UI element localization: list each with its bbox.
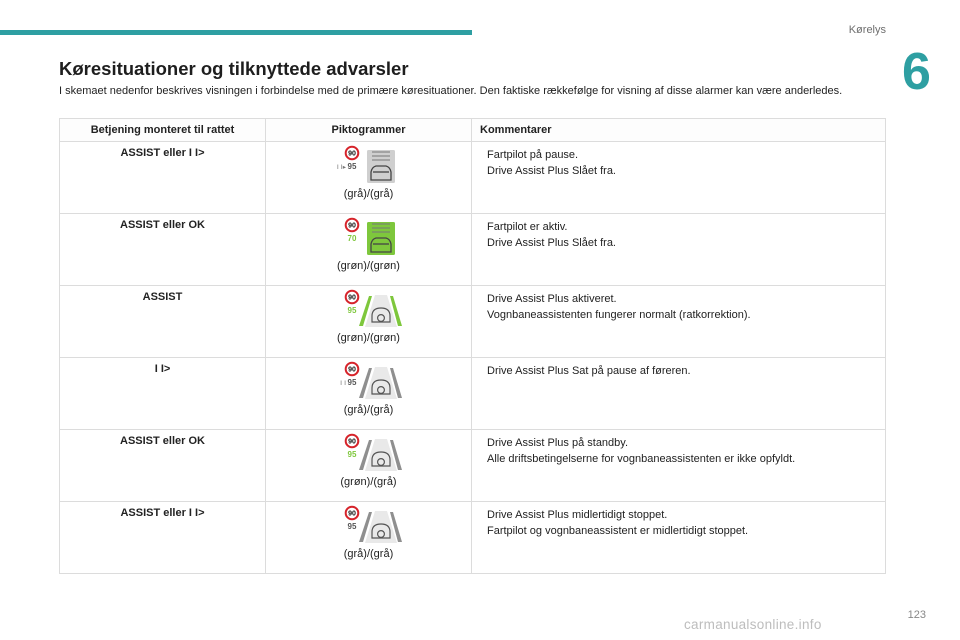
table-row xyxy=(60,142,886,214)
operation-cell: ASSIST eller OK xyxy=(60,430,266,502)
chapter-number: 6 xyxy=(902,43,931,101)
comment-cell xyxy=(472,142,886,214)
page-title: Køresituationer og tilknyttede advarsler xyxy=(59,58,409,79)
pictogram-color-label: (grå)/(grå) xyxy=(343,548,394,560)
section-title: Kørelys xyxy=(848,24,886,36)
comment-line: Vognbaneassistenten fungerer normalt (ratkorrektion). xyxy=(487,309,751,321)
pictogram-color-label: (grå)/(grå) xyxy=(343,188,394,200)
comment-line: Drive Assist Plus Slået fra. xyxy=(487,165,616,177)
pictogram-cell xyxy=(266,502,472,574)
limit-value: 90 xyxy=(347,294,356,302)
limit-value: 90 xyxy=(347,222,356,230)
comment-line: Drive Assist Plus aktiveret. xyxy=(487,293,617,305)
comment-line: Drive Assist Plus midlertidigt stoppet. xyxy=(487,509,668,521)
table-row xyxy=(60,286,886,358)
page-number: 123 xyxy=(907,609,926,621)
comment-cell xyxy=(472,214,886,286)
lane-assist-icon xyxy=(335,289,403,329)
pictogram-cell xyxy=(266,358,472,430)
lane-assist-icon xyxy=(335,505,403,545)
lane-assist-icon xyxy=(335,433,403,473)
speed-value: 95 xyxy=(347,162,356,171)
comment-line: Drive Assist Plus Sat på pause af føreren. xyxy=(487,365,691,377)
comment-line: Alle driftsbetingelserne for vognbaneassistenten er ikke opfyldt. xyxy=(487,453,796,465)
limit-value: 90 xyxy=(347,510,356,518)
status-glyph: I I xyxy=(339,379,346,387)
table-row xyxy=(60,358,886,430)
comment-line: Fartpilot er aktiv. xyxy=(487,221,568,233)
pictogram-color-label: (grøn)/(grå) xyxy=(340,476,397,488)
header-operation: Betjening monteret til rattet xyxy=(60,119,266,142)
limit-value: 90 xyxy=(347,438,356,446)
pictogram-cell xyxy=(266,430,472,502)
watermark: carmanualsonline.info xyxy=(684,617,822,632)
lane-assist-icon xyxy=(335,361,403,401)
operation-cell: I I> xyxy=(60,358,266,430)
header-pictograms: Piktogrammer xyxy=(266,119,472,142)
comment-line: Fartpilot og vognbaneassistent er midlertidigt stoppet. xyxy=(487,525,749,537)
speed-value: 95 xyxy=(347,306,356,315)
operation-cell: ASSIST xyxy=(60,286,266,358)
table-row xyxy=(60,502,886,574)
speed-value: 95 xyxy=(347,378,356,387)
pictogram-cell xyxy=(266,142,472,214)
warnings-table xyxy=(59,118,886,574)
comment-cell xyxy=(472,358,886,430)
table-row xyxy=(60,214,886,286)
header-comments: Kommentarer xyxy=(472,119,886,142)
limit-value: 90 xyxy=(347,150,356,158)
limit-value: 90 xyxy=(347,366,356,374)
comment-line: Drive Assist Plus Slået fra. xyxy=(487,237,616,249)
cruise-control-icon xyxy=(335,217,403,257)
pictogram-color-label: (grå)/(grå) xyxy=(343,404,394,416)
speed-value: 70 xyxy=(347,234,356,243)
intro-paragraph: I skemaet nedenfor beskrives visningen i forbindelse med de primære køresituationer. Den faktiske rækkefølge for visning af disse alarmer kan være anderledes. xyxy=(59,85,843,97)
pictogram-cell xyxy=(266,214,472,286)
chapter-tab xyxy=(894,36,960,116)
pictogram-color-label: (grøn)/(grøn) xyxy=(337,332,400,344)
status-glyph: I I▸ xyxy=(336,163,346,171)
header-rule xyxy=(0,30,472,35)
operation-cell: ASSIST eller I I> xyxy=(60,502,266,574)
table-row xyxy=(60,430,886,502)
pictogram-color-label: (grøn)/(grøn) xyxy=(337,260,400,272)
pictogram-cell xyxy=(266,286,472,358)
comment-cell xyxy=(472,502,886,574)
table-header-row xyxy=(60,119,886,142)
comment-cell xyxy=(472,286,886,358)
comment-cell xyxy=(472,430,886,502)
speed-value: 95 xyxy=(347,522,356,531)
operation-cell: ASSIST eller OK xyxy=(60,214,266,286)
operation-cell: ASSIST eller I I> xyxy=(60,142,266,214)
speed-value: 95 xyxy=(347,450,356,459)
comment-line: Fartpilot på pause. xyxy=(487,149,579,161)
comment-line: Drive Assist Plus på standby. xyxy=(487,437,629,449)
cruise-control-icon xyxy=(335,145,403,185)
